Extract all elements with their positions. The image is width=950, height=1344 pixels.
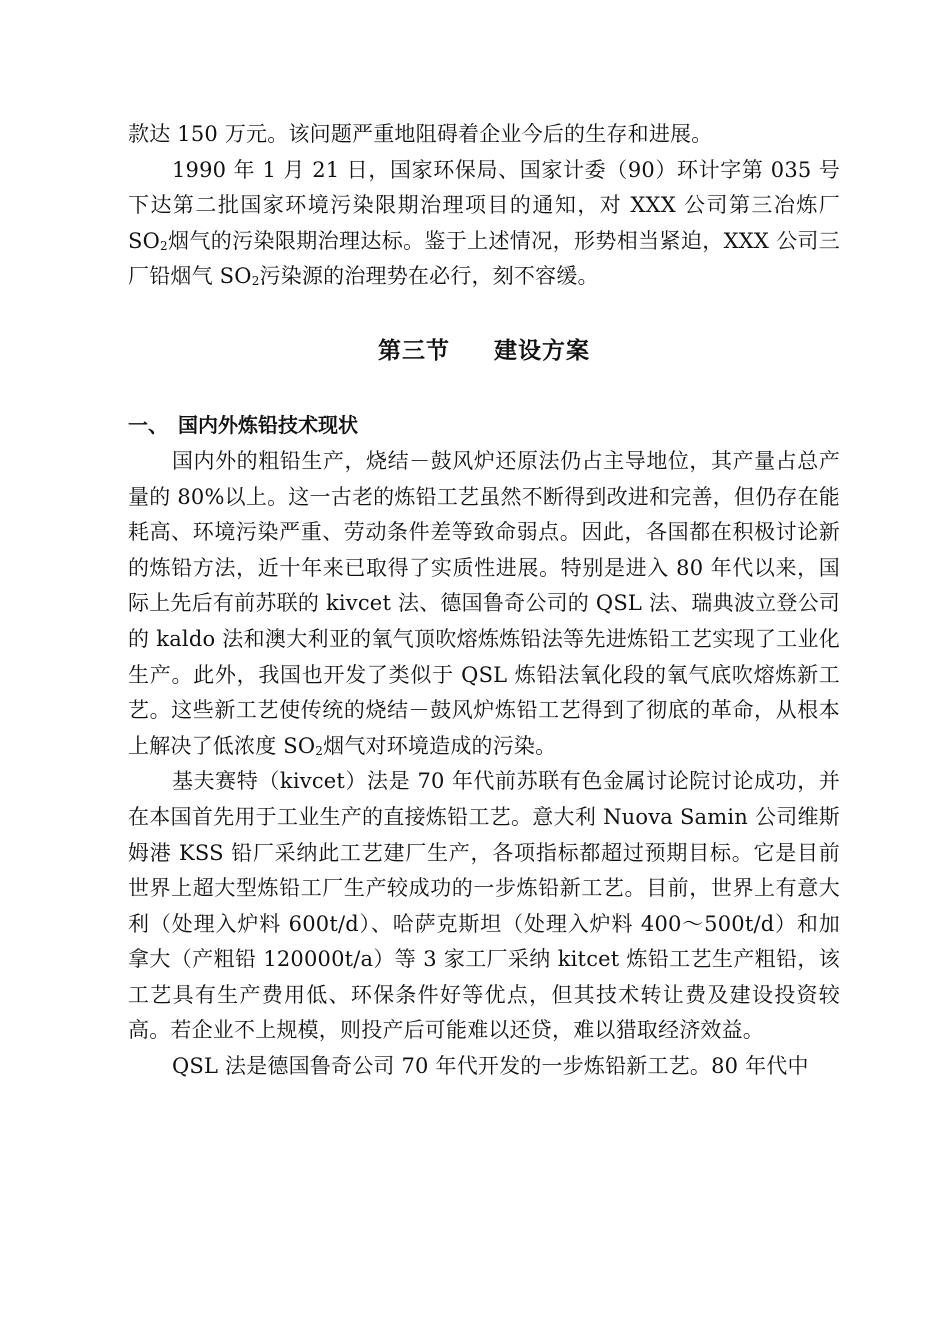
paragraph-continued: 款达 150 万元。该问题严重地阻碍着企业今后的生存和进展。 (128, 122, 713, 146)
paragraph-text: 1990 年 1 月 21 日，国家环保局、国家计委（90）环计字第 035 号下达第二批国家环境污染限期治理项目的通知，对 XXX 公司第三冶炼厂 SO (128, 157, 840, 253)
section-title (128, 336, 840, 366)
paragraph-kivcet: 基夫赛特（kivcet）法是 70 年代前苏联有色金属讨论院讨论成功，并在本国首先用于工业生产的直接炼铅工艺。意大利 Nuova Samin 公司维斯姆港 KSS 铅厂采纳此工艺建厂生产，各项指标都超过预期目标。它是目前世界上超大型炼铅工厂生产较成功的一步炼铅新工艺。目前，世界上有意大利（处理入炉料 600t/d）、哈萨克斯坦（处理入炉料 400～500t/d）和加拿大（产粗铅 120000t/a）等 3 家工厂采纳 kitcet 炼铅工艺生产粗铅，该工艺具有生产费用低、环保条件好等优点，但其技术转让费及建设投资较高。若企业不上规模，则投产后可能难以还贷，难以猎取经济效益。 (128, 769, 840, 1043)
subscript: 2 (160, 238, 168, 253)
paragraph-text: 烟气对环境造成的污染。 (323, 733, 557, 758)
subsection-title (128, 410, 840, 440)
document-page (128, 117, 840, 1085)
subsection-number: 一、 (128, 412, 168, 437)
section-number: 第三节 (378, 337, 450, 364)
paragraph-pollution-notice (128, 153, 840, 295)
paragraph-text: 国内外的粗铅生产，烧结－鼓风炉还原法仍占主导地位，其产量占总产量的 80%以上。这一古老的炼铅工艺虽然不断得到改进和完善，但仍存在能耗高、环境污染严重、劳动条件差等致命弱点。因此，各国都在积极讨论新的炼铅方法，近十年来已取得了实质性进展。特别是进入 80 年代以来，国际上先后有前苏联的 kivcet 法、德国鲁奇公司的 QSL 法、瑞典波立登公司的 kaldo 法和澳大利亚的氧气顶吹熔炼炼铅法等先进炼铅工艺实现了工业化生产。此外，我国也开发了类似于 QSL 炼铅法氧化段的氧气底吹熔炼新工艺。这些新工艺使传统的烧结－鼓风炉炼铅工艺得到了彻底的革命，从根本上解决了低浓度 SO (128, 448, 840, 758)
subscript: 2 (315, 743, 324, 758)
subscript: 2 (251, 274, 260, 289)
paragraph-text: 烟气的污染限期治理达标。鉴于上述情况，形势相当紧迫，XXX 公司三厂铅烟气 SO (128, 228, 840, 289)
paragraph-lead-smelting-status (128, 444, 840, 764)
paragraph-text: 污染源的治理势在必行，刻不容缓。 (259, 264, 599, 289)
section-name: 建设方案 (494, 337, 590, 364)
subsection-text: 国内外炼铅技术现状 (178, 412, 358, 437)
paragraph-qsl: QSL 法是德国鲁奇公司 70 年代开发的一步炼铅新工艺。80 年代中 (172, 1054, 809, 1079)
